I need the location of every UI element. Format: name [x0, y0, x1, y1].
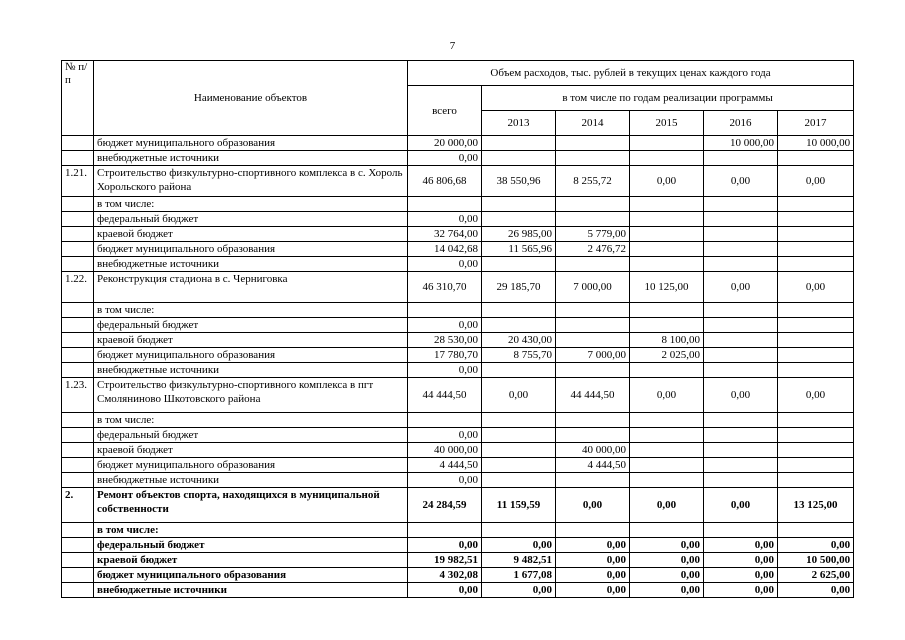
row-year-value — [482, 303, 556, 318]
row-total: 40 000,00 — [408, 443, 482, 458]
row-number — [62, 458, 94, 473]
row-year-value: 8 755,70 — [482, 348, 556, 363]
row-total: 20 000,00 — [408, 136, 482, 151]
table-row — [62, 136, 854, 151]
table-row — [62, 428, 854, 443]
header-year: 2014 — [556, 111, 630, 136]
row-year-value — [556, 303, 630, 318]
row-year-value: 2 025,00 — [630, 348, 704, 363]
row-total: 17 780,70 — [408, 348, 482, 363]
row-year-value — [778, 363, 854, 378]
row-year-value: 20 430,00 — [482, 333, 556, 348]
row-year-value: 0,00 — [630, 553, 704, 568]
row-year-value: 10 500,00 — [778, 553, 854, 568]
row-year-value: 8 255,72 — [556, 166, 630, 197]
row-total: 0,00 — [408, 363, 482, 378]
row-year-value: 10 125,00 — [630, 272, 704, 303]
row-year-value — [778, 333, 854, 348]
row-number — [62, 363, 94, 378]
row-year-value — [556, 523, 630, 538]
row-total — [408, 523, 482, 538]
row-total: 32 764,00 — [408, 227, 482, 242]
row-year-value — [630, 303, 704, 318]
row-year-value — [778, 428, 854, 443]
row-year-value — [630, 197, 704, 212]
row-total: 0,00 — [408, 583, 482, 598]
row-year-value — [556, 363, 630, 378]
row-number — [62, 212, 94, 227]
page-number: 7 — [449, 40, 456, 52]
row-year-value: 8 100,00 — [630, 333, 704, 348]
row-name: внебюджетные источники — [94, 473, 408, 488]
row-year-value: 29 185,70 — [482, 272, 556, 303]
row-year-value — [630, 257, 704, 272]
table-row — [62, 318, 854, 333]
row-year-value — [704, 348, 778, 363]
row-year-value — [778, 413, 854, 428]
row-year-value: 0,00 — [630, 583, 704, 598]
row-year-value — [630, 523, 704, 538]
row-year-value — [482, 473, 556, 488]
row-year-value — [778, 227, 854, 242]
row-year-value: 0,00 — [556, 568, 630, 583]
row-total: 24 284,59 — [408, 488, 482, 523]
row-year-value: 10 000,00 — [704, 136, 778, 151]
row-year-value: 44 444,50 — [556, 378, 630, 413]
table-row — [62, 378, 854, 413]
row-year-value: 0,00 — [630, 166, 704, 197]
row-year-value: 40 000,00 — [556, 443, 630, 458]
row-name: бюджет муниципального образования — [94, 348, 408, 363]
header-year: 2016 — [704, 111, 778, 136]
row-year-value: 11 565,96 — [482, 242, 556, 257]
row-year-value: 7 000,00 — [556, 272, 630, 303]
row-year-value — [630, 242, 704, 257]
row-year-value — [556, 151, 630, 166]
row-year-value — [630, 363, 704, 378]
row-year-value — [556, 212, 630, 227]
row-number: 1.22. — [62, 272, 94, 303]
header-by-years: в том числе по годам реализации программы — [482, 86, 854, 111]
budget-table — [61, 60, 854, 598]
row-year-value — [704, 473, 778, 488]
row-year-value — [778, 197, 854, 212]
row-name: внебюджетные источники — [94, 583, 408, 598]
row-year-value: 0,00 — [704, 488, 778, 523]
row-year-value — [482, 523, 556, 538]
row-number — [62, 428, 94, 443]
row-name: в том числе: — [94, 303, 408, 318]
row-name: бюджет муниципального образования — [94, 242, 408, 257]
row-year-value: 0,00 — [778, 166, 854, 197]
row-year-value — [556, 318, 630, 333]
row-year-value: 0,00 — [778, 378, 854, 413]
row-total: 0,00 — [408, 428, 482, 443]
table-row — [62, 303, 854, 318]
row-number — [62, 333, 94, 348]
row-name: краевой бюджет — [94, 553, 408, 568]
row-name: краевой бюджет — [94, 333, 408, 348]
row-year-value — [556, 333, 630, 348]
row-year-value: 2 476,72 — [556, 242, 630, 257]
row-number — [62, 568, 94, 583]
row-year-value — [778, 473, 854, 488]
row-total: 0,00 — [408, 318, 482, 333]
row-year-value: 1 677,08 — [482, 568, 556, 583]
row-total: 46 310,70 — [408, 272, 482, 303]
row-number — [62, 318, 94, 333]
header-num: № п/п — [62, 61, 94, 136]
row-year-value: 0,00 — [630, 538, 704, 553]
row-year-value: 0,00 — [630, 568, 704, 583]
row-year-value — [704, 212, 778, 227]
row-year-value — [482, 443, 556, 458]
row-name: федеральный бюджет — [94, 538, 408, 553]
table-row — [62, 473, 854, 488]
row-year-value — [704, 458, 778, 473]
row-number — [62, 197, 94, 212]
table-row — [62, 242, 854, 257]
row-year-value: 0,00 — [704, 553, 778, 568]
row-year-value — [704, 413, 778, 428]
row-name: Строительство физкультурно-спортивного комплекса в с. Хороль Хорольского района — [94, 166, 408, 197]
row-number — [62, 227, 94, 242]
row-number — [62, 242, 94, 257]
row-year-value — [704, 333, 778, 348]
row-total: 14 042,68 — [408, 242, 482, 257]
header-expenses: Объем расходов, тыс. рублей в текущих ценах каждого года — [408, 61, 854, 86]
table-row — [62, 443, 854, 458]
row-year-value: 0,00 — [778, 272, 854, 303]
row-total: 0,00 — [408, 212, 482, 227]
row-year-value: 10 000,00 — [778, 136, 854, 151]
row-year-value — [482, 318, 556, 333]
table-row — [62, 583, 854, 598]
table-row — [62, 413, 854, 428]
row-year-value — [630, 151, 704, 166]
row-year-value — [556, 473, 630, 488]
row-name: Реконструкция стадиона в с. Черниговка — [94, 272, 408, 303]
row-name: в том числе: — [94, 197, 408, 212]
row-year-value — [630, 443, 704, 458]
row-number — [62, 151, 94, 166]
row-total — [408, 413, 482, 428]
row-total: 44 444,50 — [408, 378, 482, 413]
row-year-value: 0,00 — [704, 378, 778, 413]
row-number: 1.21. — [62, 166, 94, 197]
table-row — [62, 166, 854, 197]
table-row — [62, 197, 854, 212]
row-total: 4 302,08 — [408, 568, 482, 583]
row-year-value — [630, 212, 704, 227]
row-year-value: 0,00 — [482, 538, 556, 553]
row-year-value — [778, 458, 854, 473]
table-row — [62, 333, 854, 348]
row-total — [408, 197, 482, 212]
row-year-value — [482, 363, 556, 378]
table-row — [62, 272, 854, 303]
table-row — [62, 151, 854, 166]
row-year-value: 0,00 — [704, 568, 778, 583]
row-year-value — [630, 473, 704, 488]
row-number — [62, 553, 94, 568]
row-year-value — [556, 257, 630, 272]
row-year-value — [778, 303, 854, 318]
row-year-value: 0,00 — [556, 553, 630, 568]
row-name: Строительство физкультурно-спортивного комплекса в пгт Смоляниново Шкотовского района — [94, 378, 408, 413]
row-year-value — [630, 227, 704, 242]
row-year-value: 4 444,50 — [556, 458, 630, 473]
table-row — [62, 538, 854, 553]
row-year-value — [778, 443, 854, 458]
row-number — [62, 348, 94, 363]
row-year-value — [556, 197, 630, 212]
row-name: внебюджетные источники — [94, 151, 408, 166]
row-year-value — [704, 523, 778, 538]
row-year-value: 0,00 — [778, 583, 854, 598]
row-number — [62, 303, 94, 318]
row-year-value — [556, 136, 630, 151]
row-year-value — [482, 458, 556, 473]
table-row — [62, 212, 854, 227]
row-year-value: 13 125,00 — [778, 488, 854, 523]
row-name: Ремонт объектов спорта, находящихся в муниципальной собственности — [94, 488, 408, 523]
row-year-value: 0,00 — [630, 378, 704, 413]
row-total: 0,00 — [408, 257, 482, 272]
row-total: 0,00 — [408, 473, 482, 488]
row-year-value — [778, 212, 854, 227]
row-name: в том числе: — [94, 523, 408, 538]
row-total: 19 982,51 — [408, 553, 482, 568]
row-year-value — [556, 428, 630, 443]
header-year: 2015 — [630, 111, 704, 136]
row-year-value: 0,00 — [704, 272, 778, 303]
row-year-value: 0,00 — [630, 488, 704, 523]
row-year-value: 0,00 — [556, 583, 630, 598]
row-year-value — [482, 257, 556, 272]
row-year-value — [704, 443, 778, 458]
table-row — [62, 458, 854, 473]
row-name: внебюджетные источники — [94, 363, 408, 378]
table-row — [62, 348, 854, 363]
row-year-value — [704, 242, 778, 257]
table-header — [62, 61, 854, 136]
row-name: внебюджетные источники — [94, 257, 408, 272]
row-year-value: 0,00 — [482, 583, 556, 598]
row-name: в том числе: — [94, 413, 408, 428]
table-row — [62, 257, 854, 272]
row-number — [62, 257, 94, 272]
row-year-value: 0,00 — [778, 538, 854, 553]
row-year-value — [778, 523, 854, 538]
row-year-value: 38 550,96 — [482, 166, 556, 197]
row-year-value — [704, 318, 778, 333]
row-year-value: 26 985,00 — [482, 227, 556, 242]
table-row — [62, 227, 854, 242]
row-total: 46 806,68 — [408, 166, 482, 197]
row-year-value — [630, 318, 704, 333]
row-year-value — [482, 428, 556, 443]
row-year-value — [630, 458, 704, 473]
row-year-value: 7 000,00 — [556, 348, 630, 363]
table-body — [62, 136, 854, 598]
row-year-value — [482, 151, 556, 166]
row-year-value: 5 779,00 — [556, 227, 630, 242]
row-year-value — [778, 242, 854, 257]
header-name: Наименование объектов — [94, 61, 408, 136]
row-year-value: 9 482,51 — [482, 553, 556, 568]
table-row — [62, 568, 854, 583]
row-year-value — [630, 428, 704, 443]
row-year-value — [704, 197, 778, 212]
row-name: бюджет муниципального образования — [94, 458, 408, 473]
row-year-value — [630, 136, 704, 151]
header-year: 2017 — [778, 111, 854, 136]
row-name: бюджет муниципального образования — [94, 568, 408, 583]
row-number — [62, 538, 94, 553]
row-name: федеральный бюджет — [94, 318, 408, 333]
row-total: 4 444,50 — [408, 458, 482, 473]
row-year-value: 0,00 — [704, 538, 778, 553]
row-year-value — [482, 136, 556, 151]
row-year-value — [778, 318, 854, 333]
row-year-value: 2 625,00 — [778, 568, 854, 583]
row-number: 1.23. — [62, 378, 94, 413]
row-number — [62, 413, 94, 428]
row-year-value — [704, 151, 778, 166]
row-year-value — [704, 227, 778, 242]
header-total: всего — [408, 86, 482, 136]
row-year-value — [778, 151, 854, 166]
row-year-value — [704, 363, 778, 378]
row-year-value: 0,00 — [482, 378, 556, 413]
row-name: федеральный бюджет — [94, 212, 408, 227]
row-year-value — [556, 413, 630, 428]
row-year-value — [482, 197, 556, 212]
row-year-value — [704, 428, 778, 443]
row-name: федеральный бюджет — [94, 428, 408, 443]
row-number — [62, 473, 94, 488]
row-year-value — [778, 257, 854, 272]
row-year-value: 0,00 — [556, 538, 630, 553]
row-name: краевой бюджет — [94, 227, 408, 242]
row-total: 28 530,00 — [408, 333, 482, 348]
table-row — [62, 363, 854, 378]
row-year-value — [482, 413, 556, 428]
row-year-value — [704, 257, 778, 272]
row-total: 0,00 — [408, 151, 482, 166]
row-name: бюджет муниципального образования — [94, 136, 408, 151]
row-year-value — [482, 212, 556, 227]
row-year-value: 11 159,59 — [482, 488, 556, 523]
row-total — [408, 303, 482, 318]
row-name: краевой бюджет — [94, 443, 408, 458]
table-row — [62, 488, 854, 523]
row-year-value — [630, 413, 704, 428]
row-year-value — [778, 348, 854, 363]
table-row — [62, 553, 854, 568]
row-year-value: 0,00 — [704, 166, 778, 197]
header-year: 2013 — [482, 111, 556, 136]
row-number: 2. — [62, 488, 94, 523]
row-number — [62, 136, 94, 151]
row-total: 0,00 — [408, 538, 482, 553]
row-year-value — [704, 303, 778, 318]
row-year-value: 0,00 — [556, 488, 630, 523]
table-row — [62, 523, 854, 538]
row-number — [62, 583, 94, 598]
row-number — [62, 443, 94, 458]
row-number — [62, 523, 94, 538]
row-year-value: 0,00 — [704, 583, 778, 598]
